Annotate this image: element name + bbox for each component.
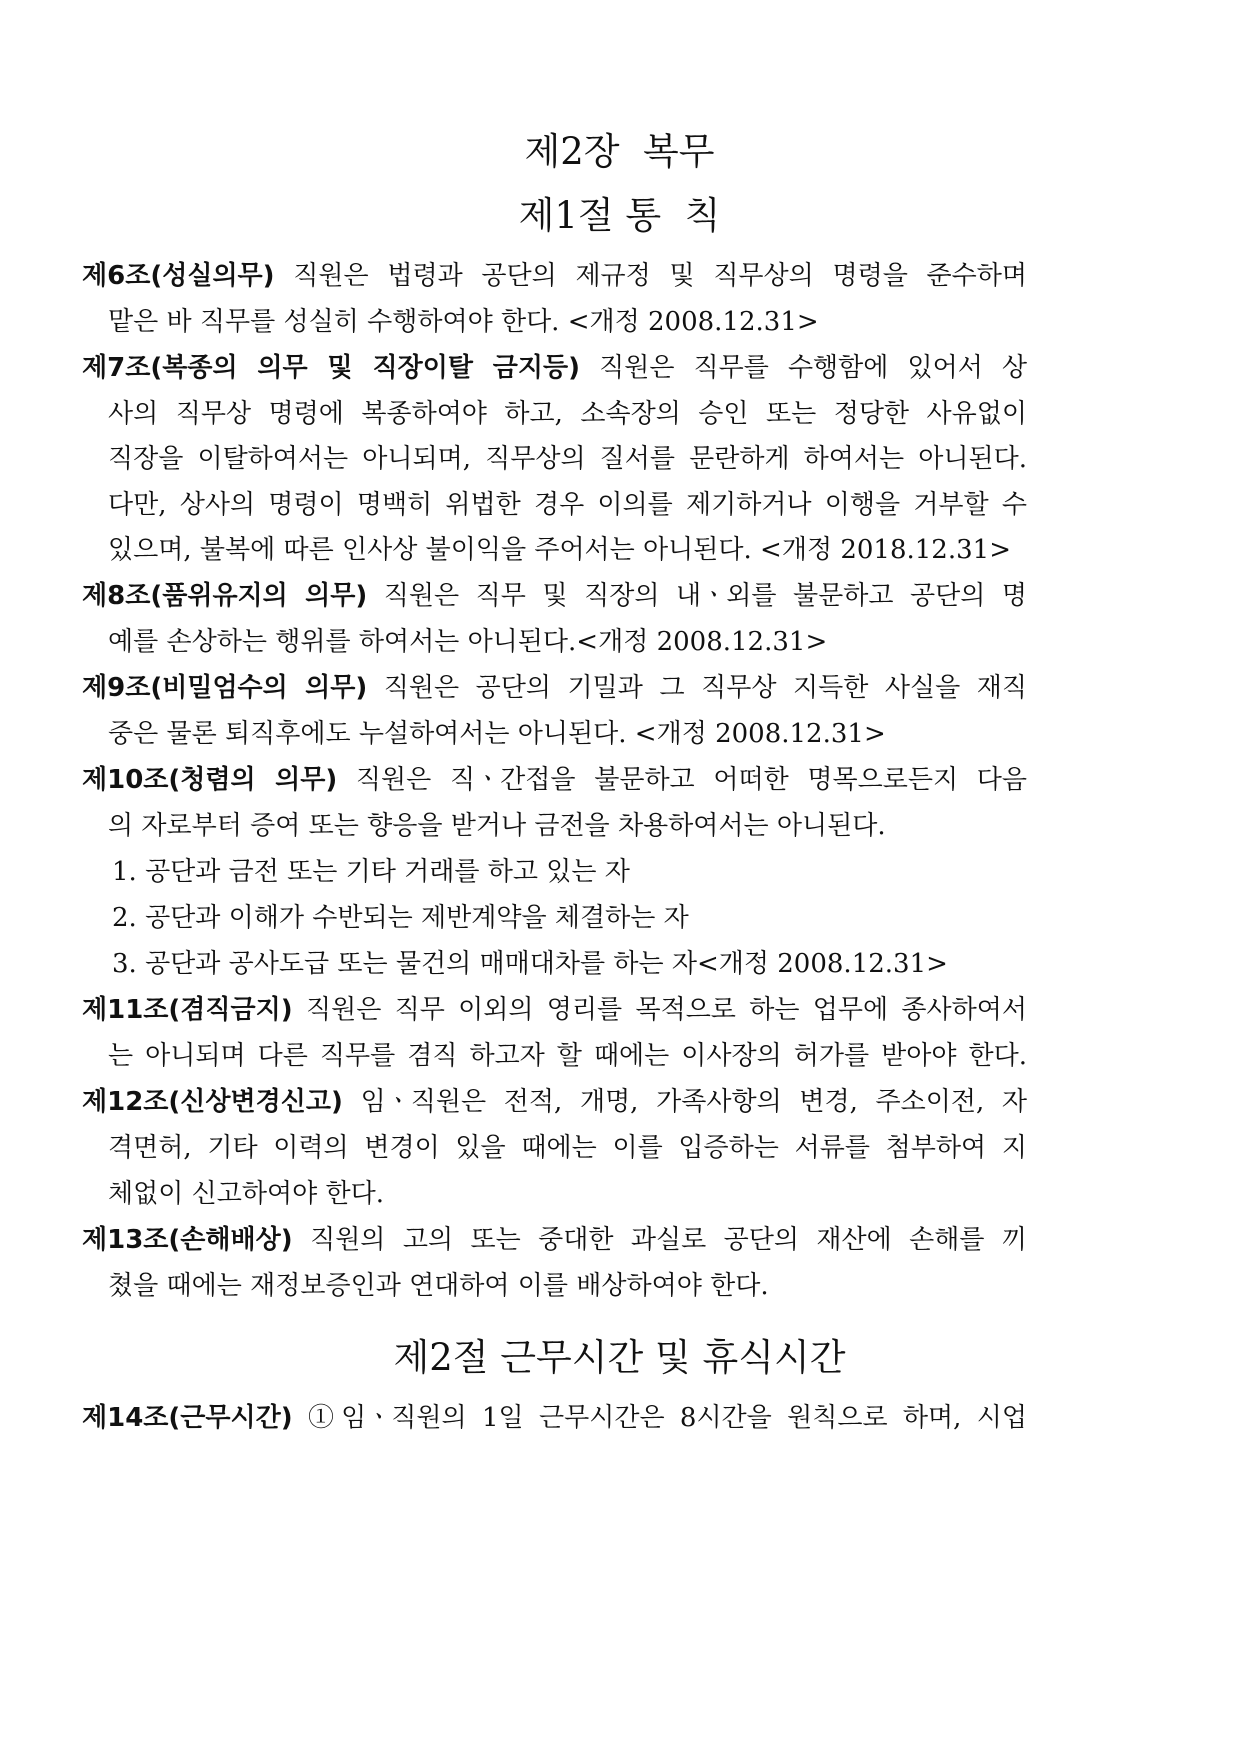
article-7-line-5: 있으며, 불복에 따른 인사상 불이익을 주어서는 아니된다. <개정 2018.12.31> <box>108 535 1011 565</box>
article-9-line-2: 중은 물론 퇴직후에도 누설하여서는 아니된다. <개정 2008.12.31> <box>108 719 886 749</box>
article-7-title: 제7조(복종의 의무 및 직장이탈 금지등) <box>82 353 581 383</box>
article-13-line-2: 쳤을 때에는 재정보증인과 연대하여 이를 배상하여야 한다. <box>108 1271 769 1301</box>
article-14-title: 제14조(근무시간) <box>82 1403 293 1433</box>
article-14-line-1 <box>82 1400 1027 1436</box>
article-12-line-3: 체없이 신고하여야 한다. <box>108 1179 384 1209</box>
article-12-line-2: 격면허, 기타 이력의 변경이 있을 때에는 이를 입증하는 서류를 첨부하여 지 <box>108 1133 1027 1163</box>
article-8-line-2: 예를 손상하는 행위를 하여서는 아니된다.<개정 2008.12.31> <box>108 627 828 657</box>
article-7-line-3: 직장을 이탈하여서는 아니되며, 직무상의 질서를 문란하게 하여서는 아니된다. <box>108 444 1027 474</box>
article-7-line-4: 다만, 상사의 명령이 명백히 위법한 경우 이의를 제기하거나 이행을 거부할 수 <box>108 490 1027 520</box>
article-10-item-1: 1. 공단과 금전 또는 기타 거래를 하고 있는 자 <box>112 857 630 887</box>
article-6-title: 제6조(성실의무) <box>82 261 275 291</box>
article-9-line-1 <box>82 670 1027 706</box>
article-12-line-1 <box>82 1084 1027 1120</box>
article-12-title: 제12조(신상변경신고) <box>82 1087 343 1117</box>
article-12-text: 임ㆍ직원은 전적, 개명, 가족사항의 변경, 주소이전, 자 <box>360 1087 1028 1117</box>
article-6-line-1 <box>82 258 1027 294</box>
article-7-text: 직원은 직무를 수행함에 있어서 상 <box>599 353 1028 383</box>
section-2-title: 제2절 근무시간 및 휴식시간 <box>393 1336 846 1379</box>
article-11-text: 직원은 직무 이외의 영리를 목적으로 하는 업무에 종사하여서 <box>305 995 1027 1025</box>
article-8-line-1 <box>82 578 1027 614</box>
article-9-title: 제9조(비밀엄수의 의무) <box>82 673 368 703</box>
article-10-text: 직원은 직ㆍ간접을 불문하고 어떠한 명목으로든지 다음 <box>355 765 1028 795</box>
article-11-line-2: 는 아니되며 다른 직무를 겸직 하고자 할 때에는 이사장의 허가를 받아야 한다. <box>108 1041 1027 1071</box>
article-8-title: 제8조(품위유지의 의무) <box>82 581 368 611</box>
article-10-line-1 <box>82 762 1027 798</box>
chapter-title: 제2장 복무 <box>524 130 715 173</box>
article-7-line-1 <box>82 350 1027 386</box>
article-10-item-2: 2. 공단과 이해가 수반되는 제반계약을 체결하는 자 <box>112 903 689 933</box>
article-14-text: ①임ㆍ직원의 1일 근무시간은 8시간을 원칙으로 하며, 시업 <box>308 1403 1027 1433</box>
article-9-text: 직원은 공단의 기밀과 그 직무상 지득한 사실을 재직 <box>383 673 1028 703</box>
article-13-line-1 <box>82 1222 1027 1258</box>
section-title: 제1절 통 칙 <box>518 194 721 237</box>
article-6-line-2: 맡은 바 직무를 성실히 수행하여야 한다. <개정 2008.12.31> <box>108 307 819 337</box>
article-11-line-1 <box>82 992 1027 1028</box>
article-10-title: 제10조(청렴의 의무) <box>82 765 338 795</box>
article-11-title: 제11조(겸직금지) <box>82 995 293 1025</box>
article-7-line-2: 사의 직무상 명령에 복종하여야 하고, 소속장의 승인 또는 정당한 사유없이 <box>108 399 1027 429</box>
article-13-title: 제13조(손해배상) <box>82 1225 293 1255</box>
article-8-text: 직원은 직무 및 직장의 내ㆍ외를 불문하고 공단의 명 <box>383 581 1028 611</box>
article-13-text: 직원의 고의 또는 중대한 과실로 공단의 재산에 손해를 끼 <box>310 1225 1028 1255</box>
article-10-line-2: 의 자로부터 증여 또는 향응을 받거나 금전을 차용하여서는 아니된다. <box>108 811 886 841</box>
article-6-text: 직원은 법령과 공단의 제규정 및 직무상의 명령을 준수하며 <box>293 261 1028 291</box>
article-10-item-3: 3. 공단과 공사도급 또는 물건의 매매대차를 하는 자<개정 2008.12.31> <box>112 949 948 979</box>
